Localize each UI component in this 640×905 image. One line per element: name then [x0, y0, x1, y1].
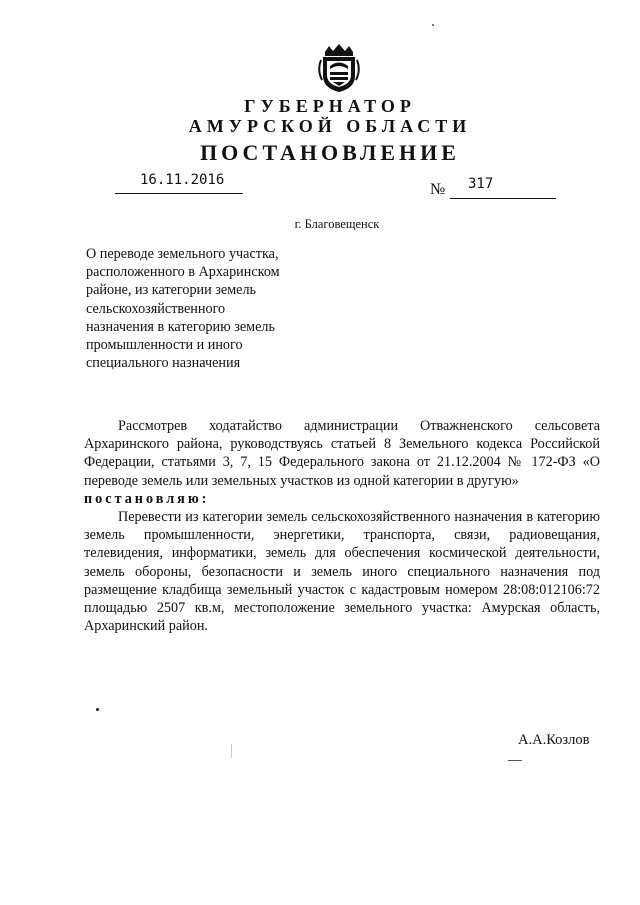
number-label: № [430, 181, 446, 198]
document-number: 317 [468, 176, 494, 192]
date-underline [115, 193, 243, 194]
signature-stroke [508, 760, 522, 761]
subject-line: районе, из категории земель [86, 282, 257, 299]
subject-line: О переводе земельного участка, [86, 246, 279, 262]
issuer-title: ГУБЕРНАТОР [244, 96, 416, 116]
document-body [84, 417, 600, 635]
signatory-name: А.А.Козлов [518, 732, 590, 748]
issuer-region: АМУРСКОЙ ОБЛАСТИ [188, 116, 472, 136]
subject-line: назначения в категорию земель [86, 318, 275, 335]
order-word: постановляю: [84, 490, 210, 507]
document-subject [86, 245, 316, 372]
scan-dot [96, 708, 99, 711]
scan-speck [231, 744, 232, 758]
document-date: 16.11.2016 [140, 172, 225, 188]
subject-line: расположенного в Архаринском [86, 264, 280, 281]
coat-of-arms-icon [317, 42, 361, 94]
preamble-paragraph: Рассмотрев ходатайство администрации Отважненского сельсовета Архаринского района, руководствуясь статьей 8 Земельного кодекса Российской Федерации, статьями 3, 7, 15 Федерального закона от 21.12.2004 № 172-ФЗ «О переводе земель или земельных участков из одной категории в другую» [84, 418, 600, 489]
subject-line: промышленности и иного [86, 337, 243, 354]
subject-line: сельскохозяйственного [86, 300, 226, 317]
number-underline [450, 198, 556, 199]
document-type: ПОСТАНОВЛЕНИЕ [200, 140, 460, 165]
scan-speck [432, 24, 434, 26]
decision-paragraph: Перевести из категории земель сельскохозяйственного назначения в категорию земель промышленности, энергетики, транспорта, связи, радиовещания, телевидения, информатики, земель для обеспечения космической деятельности, земель обороны, безопасности и земель иного специального назначения под размещение кладбища земельный участок с кадастровым номером 28:08:012106:72 площадью 2507 кв.м, местоположение земельного участка: Амурская область, Архаринский район. [84, 509, 600, 635]
issue-city: г. Благовещенск [294, 217, 380, 231]
subject-line: специального назначения [86, 355, 241, 372]
